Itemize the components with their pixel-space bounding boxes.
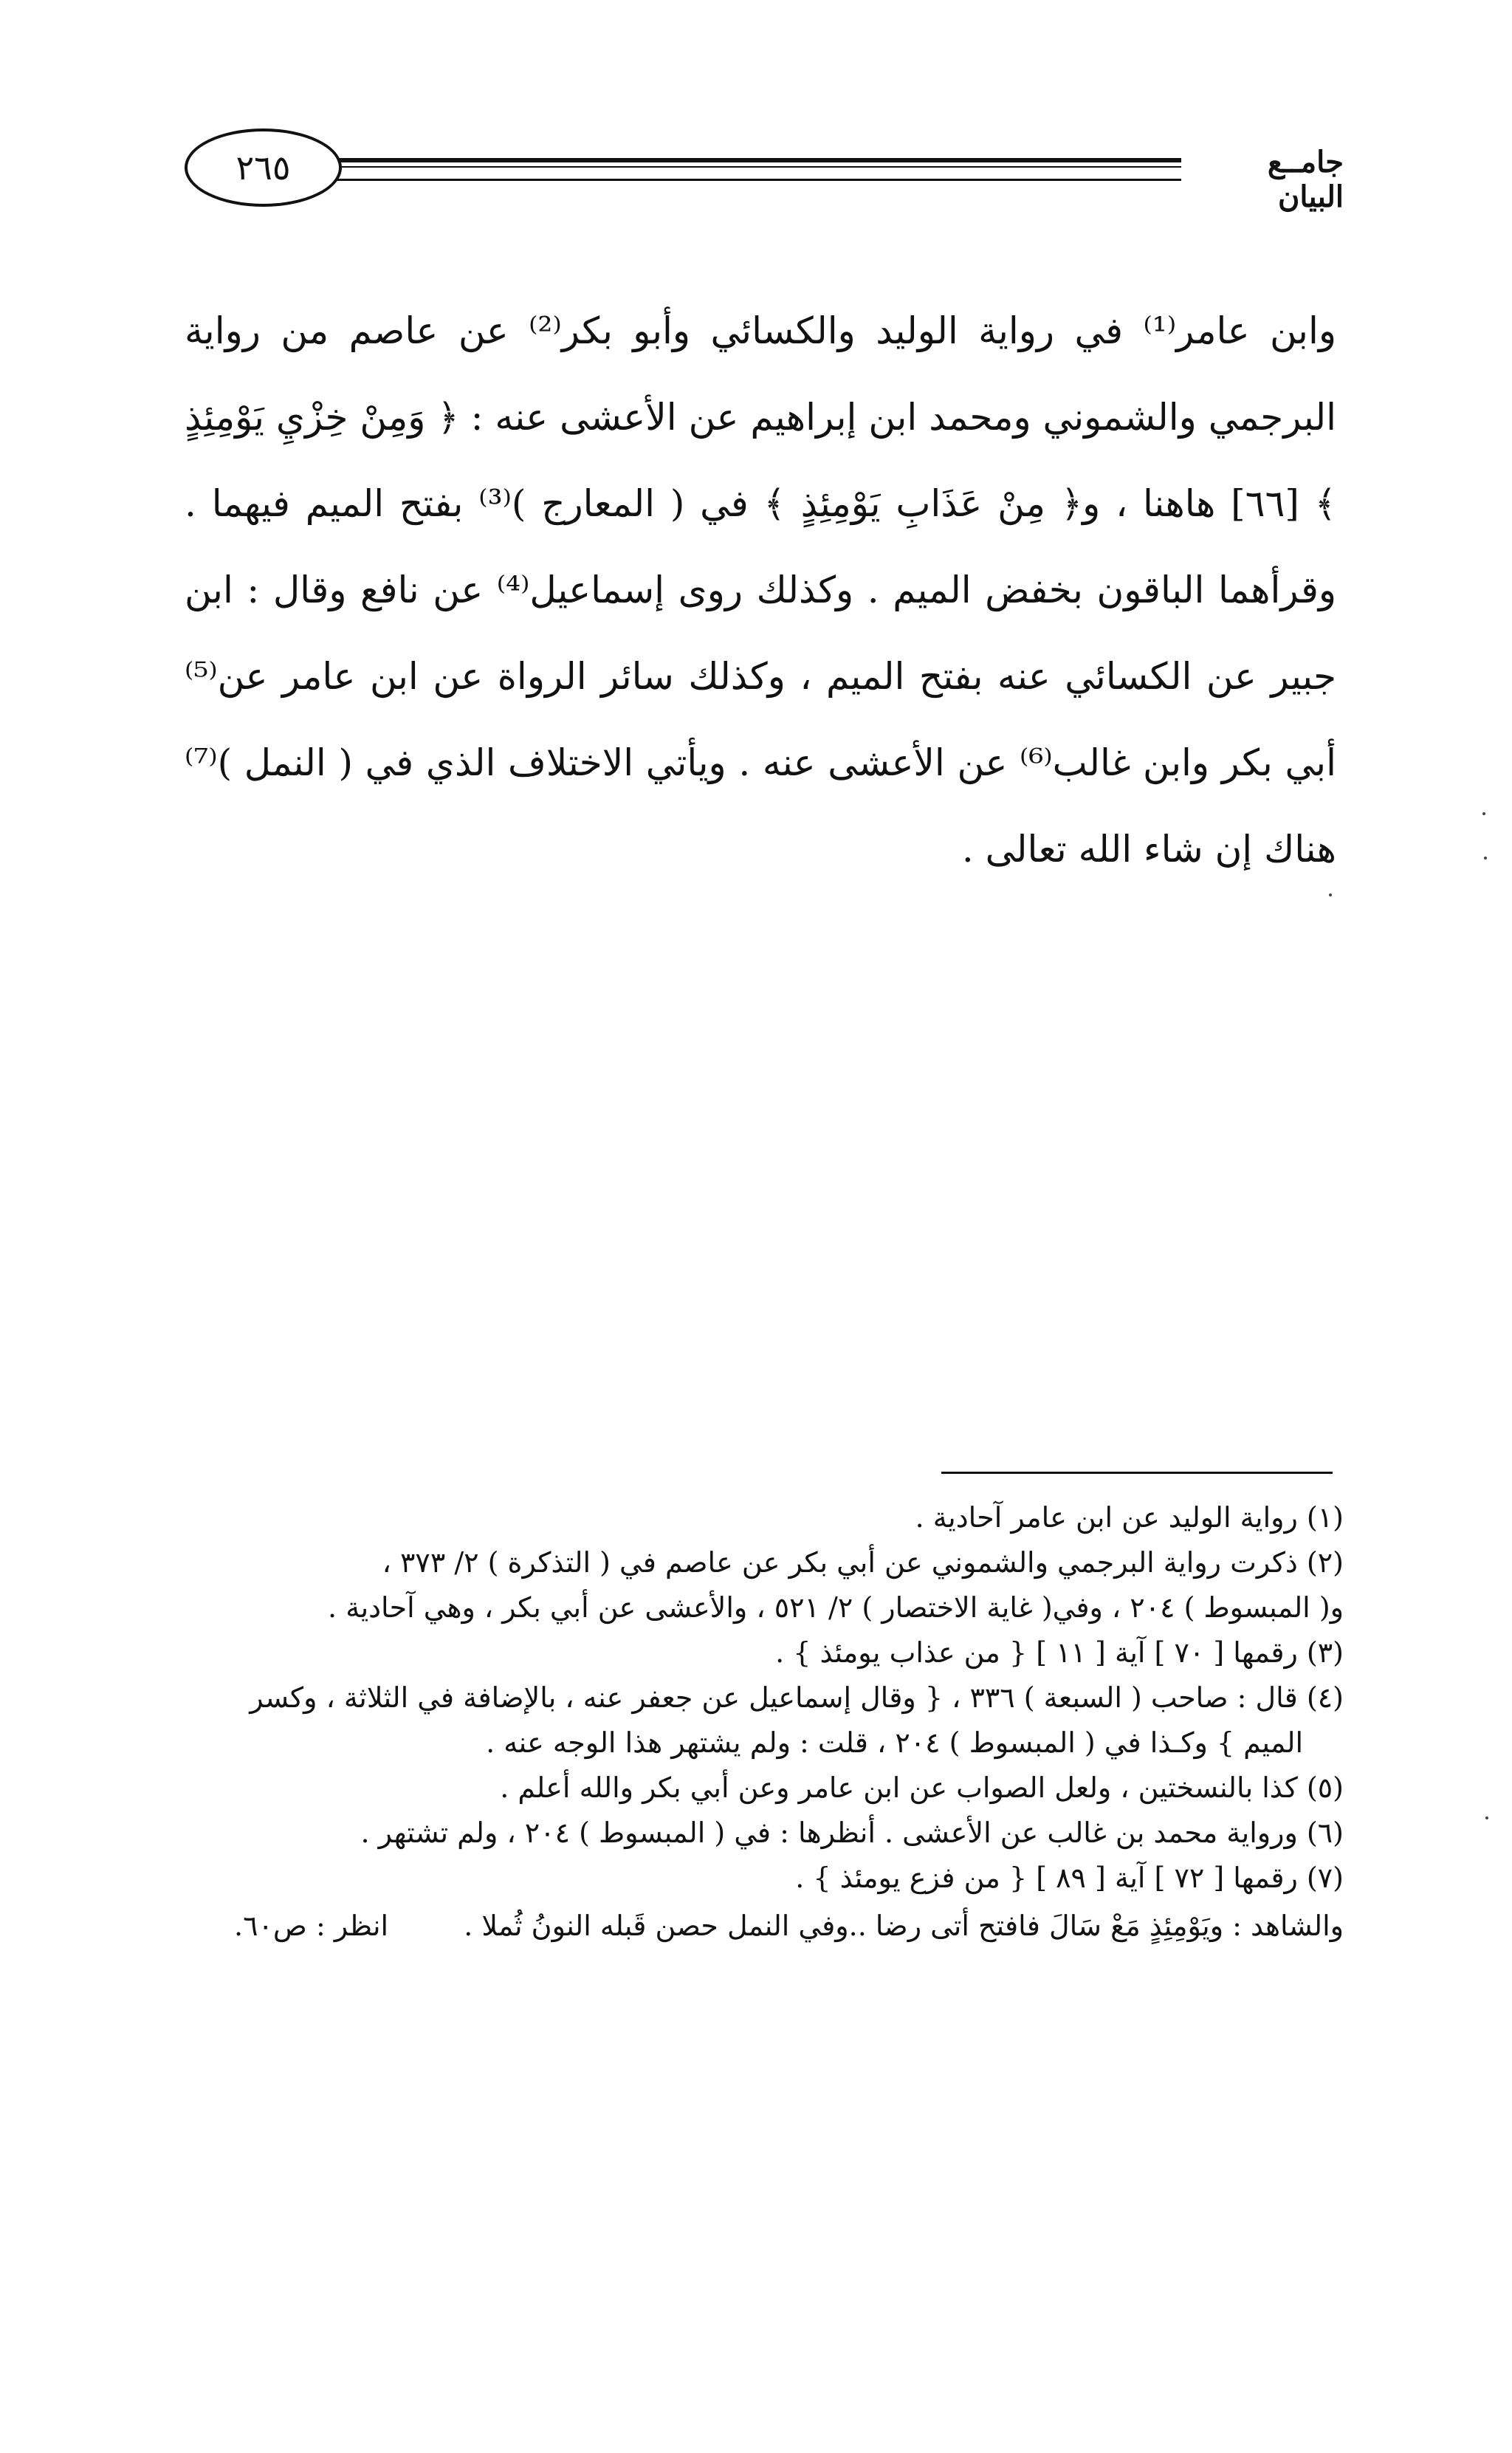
footnote-2: (٢) ذكرت رواية البرجمي والشموني عن أبي بكر عن عاصم في ( التذكرة ) ٢/ ٣٧٣ ، (382, 1546, 1344, 1579)
scan-speck (1329, 893, 1332, 896)
scan-speck (1482, 812, 1485, 815)
footnote-3: (٣) رقمها [ ٧٠ ] آية [ ١١ ] { من عذاب يومئذ } . (775, 1636, 1344, 1669)
shahid-text: والشاهد : ويَوْمِئِذٍ مَعْ سَالَ فافتح أتى رضا ..وفي النمل حصن قَبله النونُ ثُملا . (464, 1910, 1344, 1942)
header-rule (273, 158, 1181, 181)
footnote-7: (٧) رقمها [ ٧٢ ] آية [ ٨٩ ] { من فزع يومئذ } . (795, 1862, 1344, 1894)
scan-speck (1484, 857, 1487, 860)
main-text-block (185, 288, 1336, 893)
shahid-line (192, 1904, 1344, 1949)
main-paragraph: وابن عامر⁽¹⁾ في رواية الوليد والكسائي وأبو بكر⁽²⁾ عن عاصم من رواية البرجمي والشموني ومحمد ابن إبراهيم عن الأعشى عنه : ﴿ وَمِنْ خِزْيِ يَوْمِئِذٍ ﴾ [٦٦] هاهنا ، و﴿ مِنْ عَذَابِ يَوْمِئِذٍ ﴾ في ( المعارج )⁽³⁾ بفتح الميم فيهما . وقرأهما الباقون بخفض الميم . وكذلك روى إسماعيل⁽⁴⁾ عن نافع وقال : ابن جبير عن الكسائي عنه بفتح الميم ، وكذلك سائر الرواة عن ابن عامر عن⁽⁵⁾ أبي بكر وابن غالب⁽⁶⁾ عن الأعشى عنه . ويأتي الاختلاف الذي في ( النمل )⁽⁷⁾ هناك إن شاء الله تعالى . (185, 309, 1336, 871)
footnote-1: (١) رواية الوليد عن ابن عامر آحادية . (915, 1501, 1344, 1534)
shahid-reference: انظر : ص٦٠. (234, 1910, 389, 1942)
running-title: جامــع البيان (1267, 145, 1344, 214)
footnote-6: (٦) ورواية محمد بن غالب عن الأعشى . أنظرها : في ( المبسوط ) ٢٠٤ ، ولم تشتهر . (360, 1816, 1344, 1849)
scan-speck (1485, 1816, 1488, 1819)
footnotes-block (192, 1495, 1344, 1949)
page-header (148, 126, 1344, 214)
footnote-2-continued: و( المبسوط ) ٢٠٤ ، وفي( غاية الاختصار ) ٢/ ٥٢١ ، والأعشى عن أبي بكر ، وهي آحادية . (328, 1591, 1344, 1624)
footnote-4: (٤) قال : صاحب ( السبعة ) ٣٣٦ ، { وقال إسماعيل عن جعفر عنه ، بالإضافة في الثلاثة ، وكسر (250, 1681, 1344, 1714)
footnote-separator (941, 1472, 1333, 1474)
page-number-oval (185, 128, 342, 207)
footnote-4-continued: الميم } وكـذا في ( المبسوط ) ٢٠٤ ، قلت : ولم يشتهر هذا الوجه عنه . (486, 1726, 1303, 1759)
footnote-5: (٥) كذا بالنسختين ، ولعل الصواب عن ابن عامر وعن أبي بكر والله أعلم . (500, 1771, 1344, 1804)
page-number: ٢٦٥ (236, 148, 291, 188)
